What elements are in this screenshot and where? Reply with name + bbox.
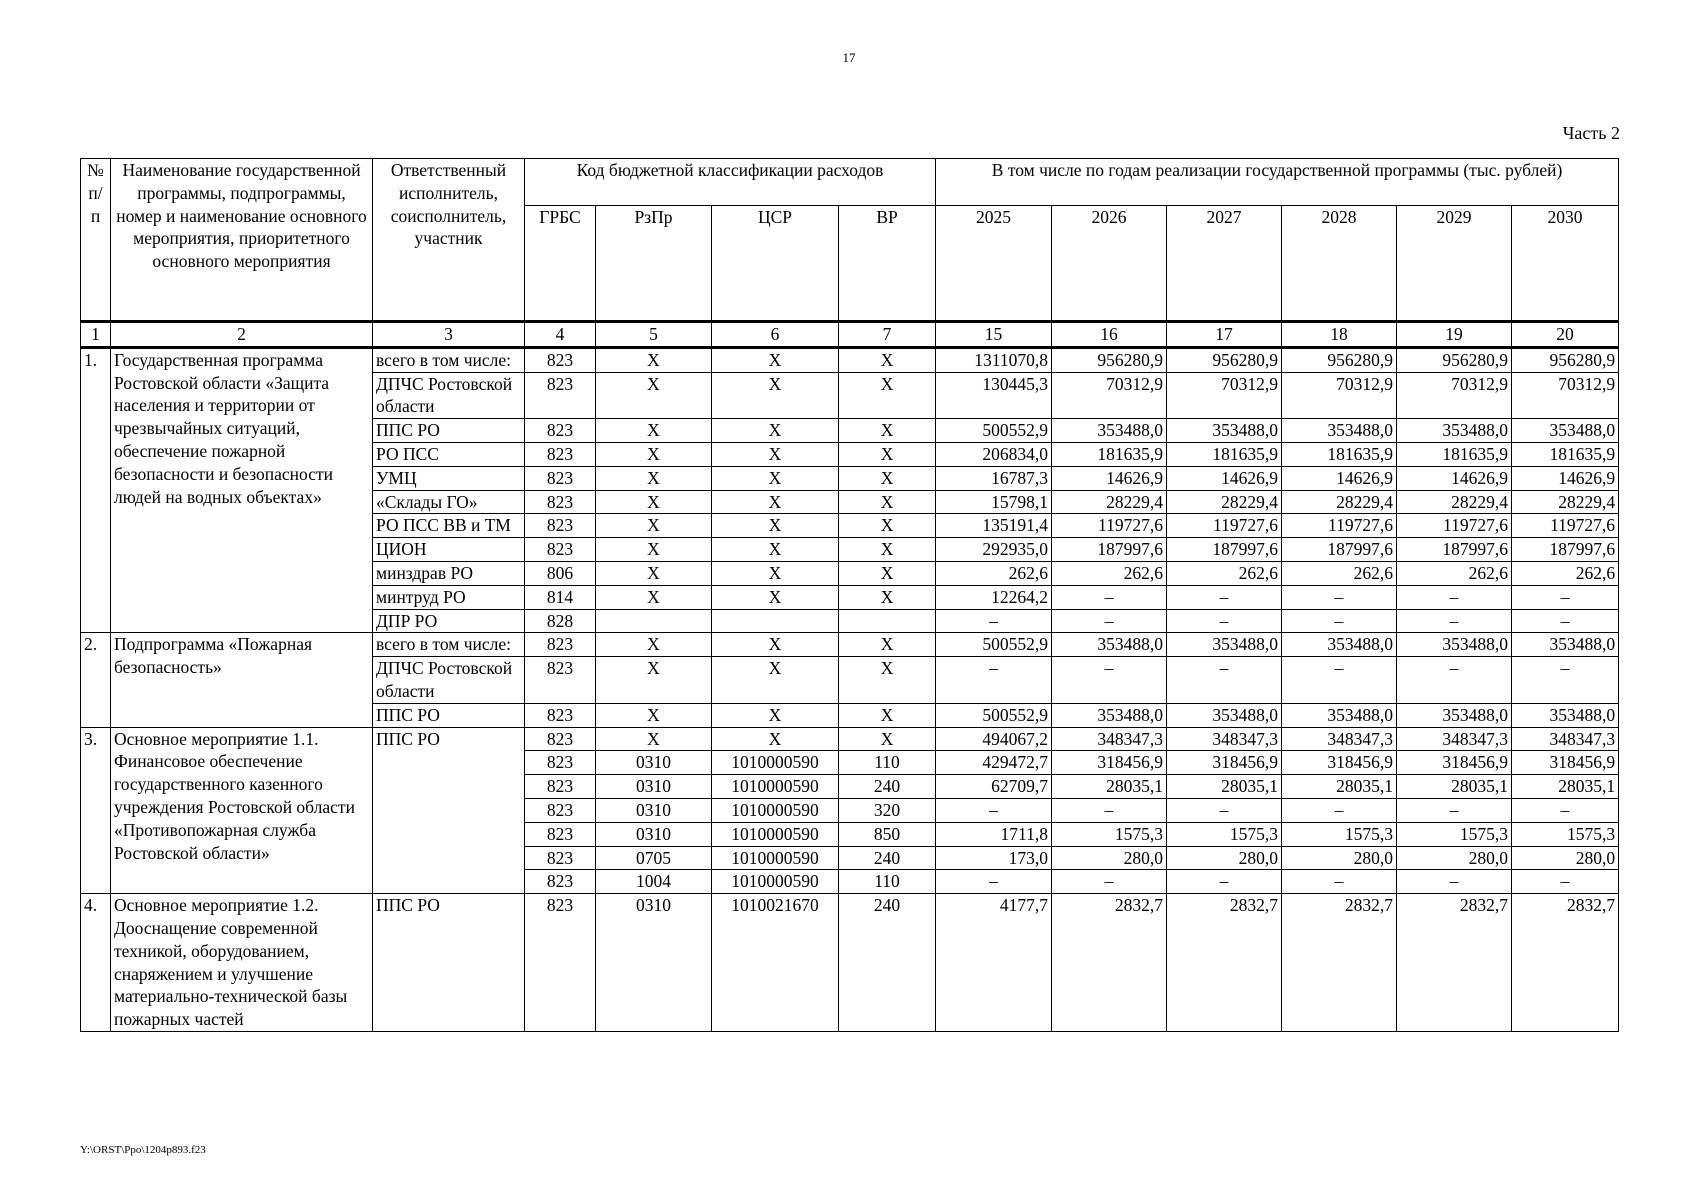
grbs-cell: 823 [525,514,596,538]
vr-cell: X [839,633,936,657]
rzpr-cell: X [596,514,712,538]
year-value-cell: 348347,3 [1512,727,1619,751]
rzpr-cell: X [596,657,712,704]
grbs-cell: 823 [525,657,596,704]
vr-cell: 240 [839,846,936,870]
grbs-cell: 814 [525,585,596,609]
year-value-cell: 318456,9 [1052,751,1167,775]
year-value-cell: 500552,9 [936,419,1052,443]
csr-cell: X [712,657,839,704]
year-value-cell: – [1397,585,1512,609]
vr-cell: X [839,372,936,419]
grbs-cell: 823 [525,419,596,443]
year-value-cell: 318456,9 [1167,751,1282,775]
vr-cell: X [839,490,936,514]
grbs-cell: 823 [525,372,596,419]
year-value-cell: – [1397,798,1512,822]
year-value-cell: 353488,0 [1167,419,1282,443]
year-value-cell: 28229,4 [1282,490,1397,514]
vr-cell: 850 [839,822,936,846]
table-body [81,347,1619,1031]
csr-cell: 1010000590 [712,798,839,822]
year-value-cell: 353488,0 [1167,703,1282,727]
header-grbs: ГРБС [525,206,596,322]
year-value-cell: 119727,6 [1052,514,1167,538]
grbs-cell: 823 [525,347,596,372]
year-value-cell: – [1512,870,1619,894]
vr-cell: X [839,538,936,562]
year-value-cell: 187997,6 [1167,538,1282,562]
year-value-cell: – [1167,870,1282,894]
csr-cell: X [712,419,839,443]
year-value-cell: 2832,7 [1512,894,1619,1032]
rzpr-cell: 0705 [596,846,712,870]
executor: ЦИОН [373,538,525,562]
year-value-cell: 353488,0 [1052,419,1167,443]
header-years: В том числе по годам реализации государственной программы (тыс. рублей) [936,159,1619,206]
rzpr-cell [596,609,712,633]
year-value-cell: – [1397,870,1512,894]
year-value-cell: 181635,9 [1282,442,1397,466]
year-value-cell: 1575,3 [1512,822,1619,846]
year-value-cell: 956280,9 [1512,347,1619,372]
year-value-cell: – [1052,609,1167,633]
year-value-cell: – [1052,585,1167,609]
header-rzpr: РзПр [596,206,712,322]
year-value-cell: 1575,3 [1282,822,1397,846]
part-label: Часть 2 [1562,123,1620,143]
year-value-cell: 2832,7 [1282,894,1397,1032]
grbs-cell: 823 [525,775,596,799]
year-value-cell: 262,6 [1052,561,1167,585]
executor: ДПР РО [373,609,525,633]
year-value-cell: 14626,9 [1282,466,1397,490]
year-value-cell: 14626,9 [1397,466,1512,490]
year-value-cell: 28035,1 [1282,775,1397,799]
row-number: 2. [81,633,111,727]
year-value-cell: – [1052,870,1167,894]
grbs-cell: 823 [525,798,596,822]
year-value-cell: – [1282,657,1397,704]
csr-cell: X [712,514,839,538]
year-value-cell: 353488,0 [1052,703,1167,727]
executor: РО ПСС ВВ и ТМ [373,514,525,538]
grbs-cell: 823 [525,822,596,846]
year-value-cell: 187997,6 [1052,538,1167,562]
year-value-cell: 262,6 [936,561,1052,585]
year-value-cell: 280,0 [1512,846,1619,870]
executor: ППС РО [373,419,525,443]
column-number: 4 [525,322,596,348]
year-value-cell: 318456,9 [1282,751,1397,775]
year-value-cell: 280,0 [1397,846,1512,870]
csr-cell: X [712,372,839,419]
year-value-cell: – [1282,798,1397,822]
rzpr-cell: X [596,585,712,609]
year-value-cell: 119727,6 [1282,514,1397,538]
year-value-cell: 119727,6 [1167,514,1282,538]
rzpr-cell: X [596,347,712,372]
rzpr-cell: 1004 [596,870,712,894]
header-year: 2029 [1397,206,1512,322]
year-value-cell: 119727,6 [1397,514,1512,538]
year-value-cell: – [1397,657,1512,704]
column-number: 5 [596,322,712,348]
year-value-cell: 70312,9 [1397,372,1512,419]
header-year: 2025 [936,206,1052,322]
year-value-cell: 353488,0 [1397,419,1512,443]
vr-cell [839,609,936,633]
year-value-cell: 1311070,8 [936,347,1052,372]
year-value-cell: 262,6 [1512,561,1619,585]
vr-cell: 110 [839,751,936,775]
year-value-cell: 1575,3 [1167,822,1282,846]
footer-file-path: Y:\ORST\Ppo\1204p893.f23 [80,1144,206,1156]
vr-cell: X [839,419,936,443]
grbs-cell: 823 [525,727,596,751]
csr-cell: 1010000590 [712,822,839,846]
year-value-cell: 187997,6 [1282,538,1397,562]
column-number: 20 [1512,322,1619,348]
grbs-cell: 823 [525,894,596,1032]
year-value-cell: 353488,0 [1397,703,1512,727]
rzpr-cell: X [596,538,712,562]
year-value-cell: 956280,9 [1397,347,1512,372]
year-value-cell: 14626,9 [1167,466,1282,490]
year-value-cell: 262,6 [1397,561,1512,585]
grbs-cell: 823 [525,870,596,894]
rzpr-cell: 0310 [596,775,712,799]
year-value-cell: 353488,0 [1167,633,1282,657]
rzpr-cell: X [596,703,712,727]
header-year: 2027 [1167,206,1282,322]
header-vr: ВР [839,206,936,322]
column-number: 16 [1052,322,1167,348]
csr-cell: X [712,585,839,609]
executor: «Склады ГО» [373,490,525,514]
year-value-cell: – [1512,585,1619,609]
year-value-cell: – [1512,609,1619,633]
csr-cell: 1010000590 [712,870,839,894]
year-value-cell: 14626,9 [1512,466,1619,490]
header-num: № п/п [81,159,111,322]
year-value-cell: 262,6 [1167,561,1282,585]
rzpr-cell: X [596,633,712,657]
year-value-cell: – [1282,870,1397,894]
year-value-cell: 292935,0 [936,538,1052,562]
year-value-cell: 187997,6 [1397,538,1512,562]
csr-cell: 1010000590 [712,775,839,799]
year-value-cell: 1575,3 [1397,822,1512,846]
executor: минздрав РО [373,561,525,585]
csr-cell: X [712,538,839,562]
csr-cell: 1010021670 [712,894,839,1032]
csr-cell: X [712,347,839,372]
year-value-cell: 348347,3 [1282,727,1397,751]
year-value-cell: 956280,9 [1282,347,1397,372]
year-value-cell: – [1282,609,1397,633]
year-value-cell: 353488,0 [1282,419,1397,443]
year-value-cell: – [936,657,1052,704]
year-value-cell: 353488,0 [1512,703,1619,727]
header-budget-code: Код бюджетной классификации расходов [525,159,936,206]
vr-cell: X [839,561,936,585]
year-value-cell: 15798,1 [936,490,1052,514]
vr-cell: X [839,703,936,727]
rzpr-cell: X [596,490,712,514]
rzpr-cell: X [596,466,712,490]
year-value-cell: 70312,9 [1167,372,1282,419]
year-value-cell: 181635,9 [1512,442,1619,466]
rzpr-cell: 0310 [596,798,712,822]
year-value-cell: 130445,3 [936,372,1052,419]
year-value-cell: 70312,9 [1282,372,1397,419]
grbs-cell: 823 [525,538,596,562]
year-value-cell: 173,0 [936,846,1052,870]
year-value-cell: – [1167,585,1282,609]
csr-cell: X [712,727,839,751]
year-value-cell: 28035,1 [1397,775,1512,799]
column-number: 15 [936,322,1052,348]
year-value-cell: 70312,9 [1512,372,1619,419]
csr-cell: X [712,490,839,514]
year-value-cell: 2832,7 [1052,894,1167,1032]
program-name: Государственная программа Ростовской области «Защита населения и территории от чрезвычайных ситуаций, обеспечение пожарной безопасности и безопасности людей на водных объектах» [111,347,373,633]
rzpr-cell: 0310 [596,894,712,1032]
year-value-cell: 262,6 [1282,561,1397,585]
grbs-cell: 823 [525,442,596,466]
year-value-cell: 28229,4 [1512,490,1619,514]
grbs-cell: 828 [525,609,596,633]
rzpr-cell: X [596,419,712,443]
year-value-cell: 135191,4 [936,514,1052,538]
executor: ППС РО [373,727,525,894]
year-value-cell: 348347,3 [1397,727,1512,751]
year-value-cell: – [1052,798,1167,822]
table-row [81,347,1619,372]
year-value-cell: 353488,0 [1397,633,1512,657]
grbs-cell: 823 [525,466,596,490]
header-year: 2026 [1052,206,1167,322]
vr-cell: X [839,514,936,538]
page-number: 17 [842,50,856,65]
vr-cell: X [839,585,936,609]
year-value-cell: – [936,798,1052,822]
row-number: 3. [81,727,111,894]
year-value-cell: 429472,7 [936,751,1052,775]
row-number: 1. [81,347,111,633]
column-number: 17 [1167,322,1282,348]
year-value-cell: 1575,3 [1052,822,1167,846]
program-name: Основное мероприятие 1.1. Финансовое обеспечение государственного казенного учреждения Ростовской области «Противопожарная служба Ростовской области» [111,727,373,894]
column-number: 7 [839,322,936,348]
csr-cell: X [712,561,839,585]
executor: ППС РО [373,894,525,1032]
vr-cell: X [839,347,936,372]
vr-cell: 240 [839,894,936,1032]
rzpr-cell: 0310 [596,751,712,775]
year-value-cell: 318456,9 [1512,751,1619,775]
csr-cell: X [712,633,839,657]
year-value-cell: 500552,9 [936,633,1052,657]
year-value-cell: 28229,4 [1167,490,1282,514]
year-value-cell: 62709,7 [936,775,1052,799]
year-value-cell: 500552,9 [936,703,1052,727]
rzpr-cell: X [596,561,712,585]
rzpr-cell: X [596,727,712,751]
year-value-cell: 28035,1 [1167,775,1282,799]
year-value-cell: 280,0 [1052,846,1167,870]
year-value-cell: 318456,9 [1397,751,1512,775]
executor: всего в том числе: [373,633,525,657]
grbs-cell: 823 [525,633,596,657]
table-row [81,894,1619,1032]
executor: РО ПСС [373,442,525,466]
header-csr: ЦСР [712,206,839,322]
year-value-cell: 353488,0 [1512,419,1619,443]
year-value-cell: 181635,9 [1167,442,1282,466]
csr-cell: X [712,703,839,727]
year-value-cell: 956280,9 [1167,347,1282,372]
vr-cell: X [839,442,936,466]
year-value-cell: 181635,9 [1397,442,1512,466]
year-value-cell: 119727,6 [1512,514,1619,538]
year-value-cell: 12264,2 [936,585,1052,609]
year-value-cell: – [1167,798,1282,822]
rzpr-cell: 0310 [596,822,712,846]
program-name: Подпрограмма «Пожарная безопасность» [111,633,373,727]
year-value-cell: 280,0 [1282,846,1397,870]
column-number: 6 [712,322,839,348]
year-value-cell: 353488,0 [1282,633,1397,657]
year-value-cell: 2832,7 [1397,894,1512,1032]
rzpr-cell: X [596,442,712,466]
grbs-cell: 823 [525,751,596,775]
vr-cell: 110 [839,870,936,894]
column-number: 3 [373,322,525,348]
executor: минтруд РО [373,585,525,609]
column-numbers-row [81,322,1619,348]
year-value-cell: – [1167,657,1282,704]
vr-cell: X [839,466,936,490]
header-name: Наименование государственной программы, подпрограммы, номер и наименование основного мероприятия, приоритетного основного мероприятия [111,159,373,322]
column-number: 2 [111,322,373,348]
vr-cell: 320 [839,798,936,822]
grbs-cell: 823 [525,846,596,870]
vr-cell: X [839,727,936,751]
year-value-cell: 28035,1 [1512,775,1619,799]
csr-cell: X [712,442,839,466]
year-value-cell: 348347,3 [1052,727,1167,751]
grbs-cell: 823 [525,703,596,727]
executor: ДПЧС Ростовской области [373,372,525,419]
year-value-cell: – [936,870,1052,894]
year-value-cell: – [1512,798,1619,822]
year-value-cell: – [936,609,1052,633]
executor: УМЦ [373,466,525,490]
year-value-cell: 16787,3 [936,466,1052,490]
year-value-cell: – [1397,609,1512,633]
budget-table [80,158,1619,1032]
year-value-cell: 2832,7 [1167,894,1282,1032]
year-value-cell: – [1052,657,1167,704]
header-year: 2030 [1512,206,1619,322]
year-value-cell: 280,0 [1167,846,1282,870]
table-row [81,727,1619,751]
year-value-cell: 70312,9 [1052,372,1167,419]
executor: всего в том числе: [373,347,525,372]
grbs-cell: 806 [525,561,596,585]
year-value-cell: 206834,0 [936,442,1052,466]
year-value-cell: 956280,9 [1052,347,1167,372]
year-value-cell: 353488,0 [1512,633,1619,657]
csr-cell [712,609,839,633]
year-value-cell: 181635,9 [1052,442,1167,466]
row-number: 4. [81,894,111,1032]
grbs-cell: 823 [525,490,596,514]
year-value-cell: 28229,4 [1397,490,1512,514]
csr-cell: 1010000590 [712,846,839,870]
header-year: 2028 [1282,206,1397,322]
year-value-cell: 353488,0 [1282,703,1397,727]
year-value-cell: 348347,3 [1167,727,1282,751]
rzpr-cell: X [596,372,712,419]
year-value-cell: – [1167,609,1282,633]
executor: ДПЧС Ростовской области [373,657,525,704]
year-value-cell: 28035,1 [1052,775,1167,799]
vr-cell: 240 [839,775,936,799]
year-value-cell: – [1282,585,1397,609]
vr-cell: X [839,657,936,704]
csr-cell: X [712,466,839,490]
executor: ППС РО [373,703,525,727]
table-row [81,633,1619,657]
header-executor: Ответственный исполнитель, соисполнитель, участник [373,159,525,322]
year-value-cell: 4177,7 [936,894,1052,1032]
year-value-cell: 353488,0 [1052,633,1167,657]
year-value-cell: – [1512,657,1619,704]
year-value-cell: 187997,6 [1512,538,1619,562]
column-number: 19 [1397,322,1512,348]
year-value-cell: 14626,9 [1052,466,1167,490]
program-name: Основное мероприятие 1.2. Дооснащение современной техникой, оборудованием, снаряжением и улучшение материально-технической базы пожарных частей [111,894,373,1032]
year-value-cell: 1711,8 [936,822,1052,846]
year-value-cell: 494067,2 [936,727,1052,751]
csr-cell: 1010000590 [712,751,839,775]
column-number: 1 [81,322,111,348]
column-number: 18 [1282,322,1397,348]
year-value-cell: 28229,4 [1052,490,1167,514]
